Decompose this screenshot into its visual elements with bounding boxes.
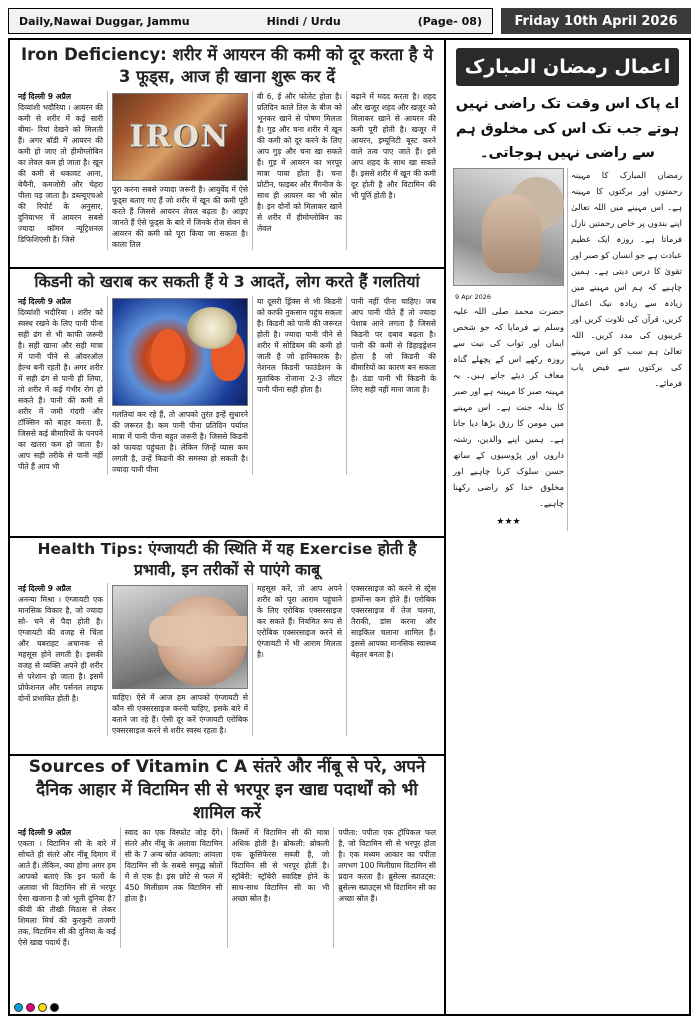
article-column [120,827,227,948]
article-column [14,827,120,948]
article-text: पपीता: पपीता एक ट्रॉपिकल फल है, जो विटामिन सी से भरपूर होता है। एक मध्यम आकार का पपीता लगभग 100 मिलीग्राम विटामिन सी प्रदान करता है। ब्रुसेल्स स्प्राउट्स: ब्रुसेल्स स्प्राउट्स भी विटामिन सी का अच्छा स्रोत हैं। [338,827,436,903]
iron-foods-photo [112,93,248,181]
article-text: चाहिए। ऐसे में आज हम आपको एंग्जायटी से कौन सी एक्सरसाइज करनी चाहिए, इसके बारे में बताने जा रहे हैं। ऐसी दूर करें एंग्जायटी एरोबिक एक्सरसाइज करने से शरीर स्वस्थ रहता है। [112,692,248,735]
article-text: बढ़ाने में मदद करता है। शहद और खजूर शहद और खजूर को मिलाकर खाने से आयरन की कमी पूरी होती है। खजूर में आयरन, इम्यूनिटी बूस्ट करने वाले तत्व पाए जाते हैं। इसे आप शहद के साथ खा सकते हैं। इससे शरीर में खून की कमी दूर होती है और विटामिन की भी पूर्ति होती है। [351,91,436,200]
praying-hands-graphic [482,195,542,273]
article-text: पानी नहीं पीना चाहिए। जब आप पानी पीते हैं तो ज्यादा पेशाब आने लगता है जिससे किडनी पर दबाव बढ़ता है। पानी की कमी से डिहाइड्रेशन होता है जो किडनी की बीमारियों का कारण बन सकता है। ठंडा पानी भी किडनी के लिए सही नहीं माना जाता है। [351,296,436,394]
masthead [8,8,691,34]
newspaper-name: Daily,Nawai Duggar, Jammu [19,14,190,28]
pills-graphic [187,307,237,349]
dateline: नई दिल्ली 9 अप्रैल [18,583,71,593]
article-column [333,827,440,948]
article-text: पूरा करना सबसे ज्यादा जरूरी है। आयुर्वेद में ऐसे फूड्स बताए गए हैं जो शरीर में खून की कमी पूरी करते हैं जिससे आयरन लेवल बढ़ता है। आइए जानते हैं ऐसे फूड्स के बारे में जिनके रोज सेवन से आयरन की कमी को पूरा किया जा सकता है। काला तिल [112,184,248,249]
article-text: बी 6, ई और फोलेट होता है। प्रतिदिन काले तिल के बीज को भूनकर खाने से पोषण मिलता है। गुड़ और चना शरीर में खून की कमी को दूर करने के लिए आप गुड़ और चना खा सकते हैं। गुड़ में आयरन का भरपूर मात्रा पाया होता है। चना प्रोटीन, फाइबर और मैंगनीज के साथ ही आयरन का भी स्रोत है। इन दोनों को मिलाकर खाने से शरीर में हीमोग्लोबिन का लेवल [257,91,342,233]
article-column [252,583,346,736]
urdu-headline: اے پاک اس وقت تک راضی نہیں ہوتے جب تک اس کی مخلوق ہم سے راضی نہیں ہوجاتی۔ [455,96,680,162]
kidney-photo [112,298,248,406]
dateline: नई दिल्ली 9 अप्रैल [18,296,71,306]
footer-color-marks [14,1003,59,1012]
article-column [346,583,440,736]
newspaper-page [8,38,691,1016]
article-column [107,296,252,475]
magenta-mark-icon [26,1003,35,1012]
article-headline: Health Tips: एंग्जायटी की स्थिति में यह Exercise होती है प्रभावी, इन तरीकों से पाएंगे काबू [37,540,417,579]
ramadan-banner: اعمال رمضان المبارک [456,48,679,86]
article-text: स्वाद का एक विस्फोट जोड़ देंगे। संतरे और नींबू के अलावा विटामिन सी के 7 अन्य स्रोत आंवला: आंवला विटामिन सी के सबसे समृद्ध स्रोतों में से एक है। इस छोटे से फल में 450 मिलीग्राम तक विटामिन सी होता है। [124,827,223,903]
article-text: एक्सरसाइज को करने से स्ट्रेस हार्मोन्स कम होते हैं। एरोबिक एक्सरसाइज में तेज चलना, तैराकी, डांस करना और साइकिल चलाना शामिल हैं। इससे आपका मानसिक स्वास्थ्य बेहतर बनता है। [351,583,436,659]
article-vitamin-c [10,754,444,1014]
article-column [227,827,334,948]
article-column [346,296,440,475]
article-column [107,91,252,250]
masthead-info-bar [8,8,493,34]
article-column [252,296,346,475]
article-text: किस्मों में विटामिन सी की मात्रा अधिक होती है। ब्रोकली: ब्रोकली एक क्रूसिफेरस सब्जी है, जो विटामिन सी से भरपूर होती है। स्ट्रॉबेरी: स्ट्रॉबेरी स्वादिष्ट होने के साथ-साथ विटामिन सी का भी अच्छा स्रोत है। [231,827,330,903]
article-column [14,583,107,736]
kidney-graphic [151,329,185,381]
article-anxiety [10,537,444,752]
hand-graphic [149,616,248,646]
article-kidney [10,268,444,536]
article-column [107,583,252,736]
hindi-section [10,40,444,1014]
urdu-column [568,168,685,531]
article-text: या दूसरी ड्रिंक्स से भी किडनी को काफी नुकसान पहुंच सकता है। किडनी को पानी की जरूरत होती है। ज्यादा पानी पीने से शरीर में सोडियम की कमी हो जाती है जो हानिकारक है। नेशनल किडनी फाउंडेशन के मुताबिक रोजाना 2-3 लीटर पानी पीना सही होता है। [257,296,342,394]
article-headline: Iron Deficiency: शरीर में आयरन की कमी को दूर करता है ये 3 फूड्स, आज ही खाना शुरू कर दें [20,45,433,87]
language-label: Hindi / Urdu [266,14,341,28]
article-text: गलतियां कर रहे हैं, तो आपको तुरंत इन्हें सुधारने की जरूरत है। कम पानी पीना प्रतिदिन पर्याप्त मात्रा में पानी पीना बहुत जरूरी है। जिससे किडनी को फायदा पहुंचता है। लेकिन जिन्हें प्यास कम लगती है, उन्हें किडनी की समस्या हो सकती है। ज्यादा पानी पीना [112,409,248,474]
page-number: (Page- 08) [417,14,482,28]
anxiety-woman-photo [112,585,248,689]
prayer-photo [453,168,564,286]
article-text: दिव्यांशी भदौरिया । आयरन की कमी से शरीर में कई सारी बीमा- रियां देखने को मिलती हैं। अगर बॉडी में आयरन की कमी हो जाए तो हीमोग्लोबिन का लेवल कम हो जाता है। खून की कमी से थकावट आना, बेचैनी, कमजोरी और चेहरा पीला पड़ जाता है। डब्ल्यूएचओ की रिपोर्ट के अनुसार, दुनियाभर में आयरन सबसे ज्यादा कॉमन न्यूट्रिशनल डिफिशिएंसी है। जिसे [18,102,103,244]
article-text: महसूस करें, तो आप अपने शरीर को पूरा आराम पहुंचाने के लिए एरोबिक एक्सरसाइज कर सकते हैं। नियमित रूप से एरोबिक एक्सरसाइज करने से एंग्जायटी में भी आराम मिलता है। [257,583,342,659]
article-iron [10,40,444,266]
photo-date: 9 Apr 2026 [455,292,492,301]
article-text: अनन्या मिश्रा । एंग्जायटी एक मानसिक विकार है, जो ज्यादा सो- चने से पैदा होती है। एंग्जायटी की वजह से चिंता और घबराहट अचानक से महसूस होने लगती है। इसकी वजह से व्यक्ति अपने ही शरीर से परेशान हो जाता है। इसमें प्रोफेशनल और पर्सनल लाइफ दोनों प्रभावित होती है। [18,594,103,703]
issue-date: Friday 10th April 2026 [501,8,691,34]
article-column [14,296,107,475]
urdu-text: رمضان المبارک کا مہینہ رحمتوں اور برکتوں کا مہینہ ہے۔ اس مہینے میں اللہ تعالیٰ اپنے بندوں پر خاص رحمتیں نازل فرماتا ہے۔ روزہ ایک عظیم عبادت ہے جو انسان کو صبر اور تقویٰ کا درس دیتی ہے۔ ہمیں چاہیے کہ ہم اس مہینے میں زیادہ سے زیادہ نیک اعمال کریں، قرآن کی تلاوت کریں اور غریبوں کی مدد کریں۔ اللہ تعالیٰ ہم سب کو اس مہینے کی برکتوں سے فیض یاب فرمائے۔ [571,169,682,388]
end-stars: ★★★ [496,516,521,527]
urdu-text: حضرت محمد صلی اللہ علیہ وسلم نے فرمایا کہ جو شخص ایمان اور ثواب کی نیت سے روزہ رکھے اس کے پچھلے گناہ معاف کر دیئے جاتے ہیں۔ یہ مہینہ صبر کا مہینہ ہے اور صبر کا بدلہ جنت ہے۔ اس مہینے میں مومن کا رزق بڑھا دیا جاتا ہے۔ ہمیں اپنے والدین، رشتہ داروں اور پڑوسیوں کے ساتھ حسن سلوک کرنا چاہیے اور مخلوق خدا کو راضی رکھنا چاہیے۔ [453,306,564,508]
article-text: दिव्यांशी भदौरिया । शरीर को स्वस्थ रखने के लिए पानी पीना सही ढंग से भी काफी जरूरी है। सही खाना और सही मात्रा में पानी पीने से ऑवरऑल हेल्थ बनी रहती है। अगर शरीर में सही ढंग से पानी ही लिया, तो शरीर में कई गंभीर रोग हो सकते हैं। पानी की कमी से शरीर में जमी गंदगी और टॉक्सिन को बाहर करता है, जिससे कई बीमारियों के पनपने का खतरा कम हो जाता है। आप सही तरीके से पानी नहीं पीते हैं आप भी [18,307,103,471]
article-text: एकता । विटामिन सी के बारे में सोचते ही संतरे और नींबू दिमाग में आते हैं। लेकिन, क्या होगा अगर हम आपको बताएं कि इन फलों के अलावा भी विटामिन सी से भरपूर ऐसा खजाना है जो भूली दुनिया है? कीवी की तीखी मिठास से लेकर शिमला मिर्च की कुरकुरी ताजगी तक, विटामिन सी की दुनिया के कई ऐसे खाद्य पदार्थ हैं। [18,838,116,947]
urdu-column [450,168,568,531]
urdu-section [446,40,689,1014]
article-column [14,91,107,250]
cyan-mark-icon [14,1003,23,1012]
article-headline: Sources of Vitamin C A संतरे और नींबू से परे, अपने दैनिक आहार में विटामिन सी से भरपूर इन खाद्य पदार्थों को भी शामिल करें [28,757,426,823]
article-column [346,91,440,250]
dateline: नई दिल्ली 9 अप्रैल [18,827,71,837]
black-mark-icon [50,1003,59,1012]
yellow-mark-icon [38,1003,47,1012]
dateline: नई दिल्ली 9 अप्रैल [18,91,71,101]
article-headline: किडनी को खराब कर सकती हैं ये 3 आदतें, लोग करते हैं गलतियां [34,272,420,291]
article-column [252,91,346,250]
iron-text-graphic: IRON [129,118,231,154]
